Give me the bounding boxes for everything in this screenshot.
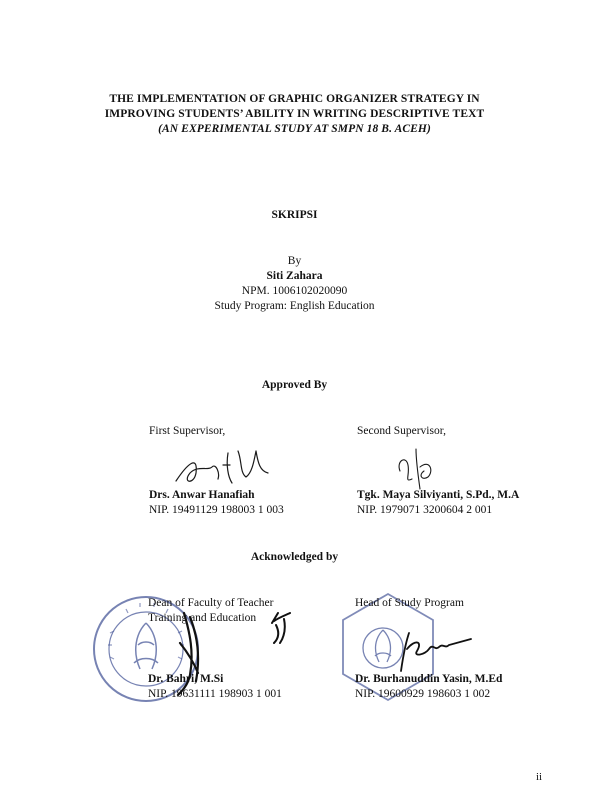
second-supervisor-role: Second Supervisor, xyxy=(357,425,446,437)
approved-by-heading: Approved By xyxy=(261,379,328,391)
first-supervisor-signature xyxy=(168,443,278,493)
first-supervisor-nip: NIP. 19491129 198003 1 003 xyxy=(149,504,284,516)
second-supervisor-nip: NIP. 1979071 3200604 2 001 xyxy=(357,504,493,516)
title-line-3: (AN EXPERIMENTAL STUDY AT SMPN 18 B. ACEH) xyxy=(158,123,431,135)
dean-role-line-1: Dean of Faculty of Teacher xyxy=(148,597,274,609)
head-nip: NIP. 19600929 198603 1 002 xyxy=(355,688,491,700)
head-name: Dr. Burhanuddin Yasin, M.Ed xyxy=(355,673,503,685)
second-supervisor-name: Tgk. Maya Silviyanti, S.Pd., M.A xyxy=(357,489,520,501)
page-number: ii xyxy=(536,771,543,783)
by-label: By xyxy=(287,255,302,267)
head-signature xyxy=(395,625,475,675)
title-line-2: IMPROVING STUDENTS’ ABILITY IN WRITING DESCRIPTIVE TEXT xyxy=(104,108,485,120)
first-supervisor-role: First Supervisor, xyxy=(149,425,226,437)
acknowledged-by-heading: Acknowledged by xyxy=(250,551,339,563)
author-name: Siti Zahara xyxy=(266,270,323,282)
author-npm: NPM. 1006102020090 xyxy=(241,285,348,297)
dean-role-line-2: Training and Education xyxy=(148,612,257,624)
author-block xyxy=(0,254,589,314)
dean-nip: NIP. 19631111 198903 1 001 xyxy=(148,688,282,700)
head-role: Head of Study Program xyxy=(355,597,464,609)
title-line-1: THE IMPLEMENTATION OF GRAPHIC ORGANIZER STRATEGY IN xyxy=(109,93,480,105)
second-supervisor-signature xyxy=(390,445,440,493)
dean-name: Dr. Bahri, M.Si xyxy=(148,673,224,685)
thesis-title xyxy=(0,92,589,137)
document-type: SKRIPSI xyxy=(271,209,318,221)
author-program: Study Program: English Education xyxy=(214,300,375,312)
first-supervisor-name: Drs. Anwar Hanafiah xyxy=(149,489,255,501)
